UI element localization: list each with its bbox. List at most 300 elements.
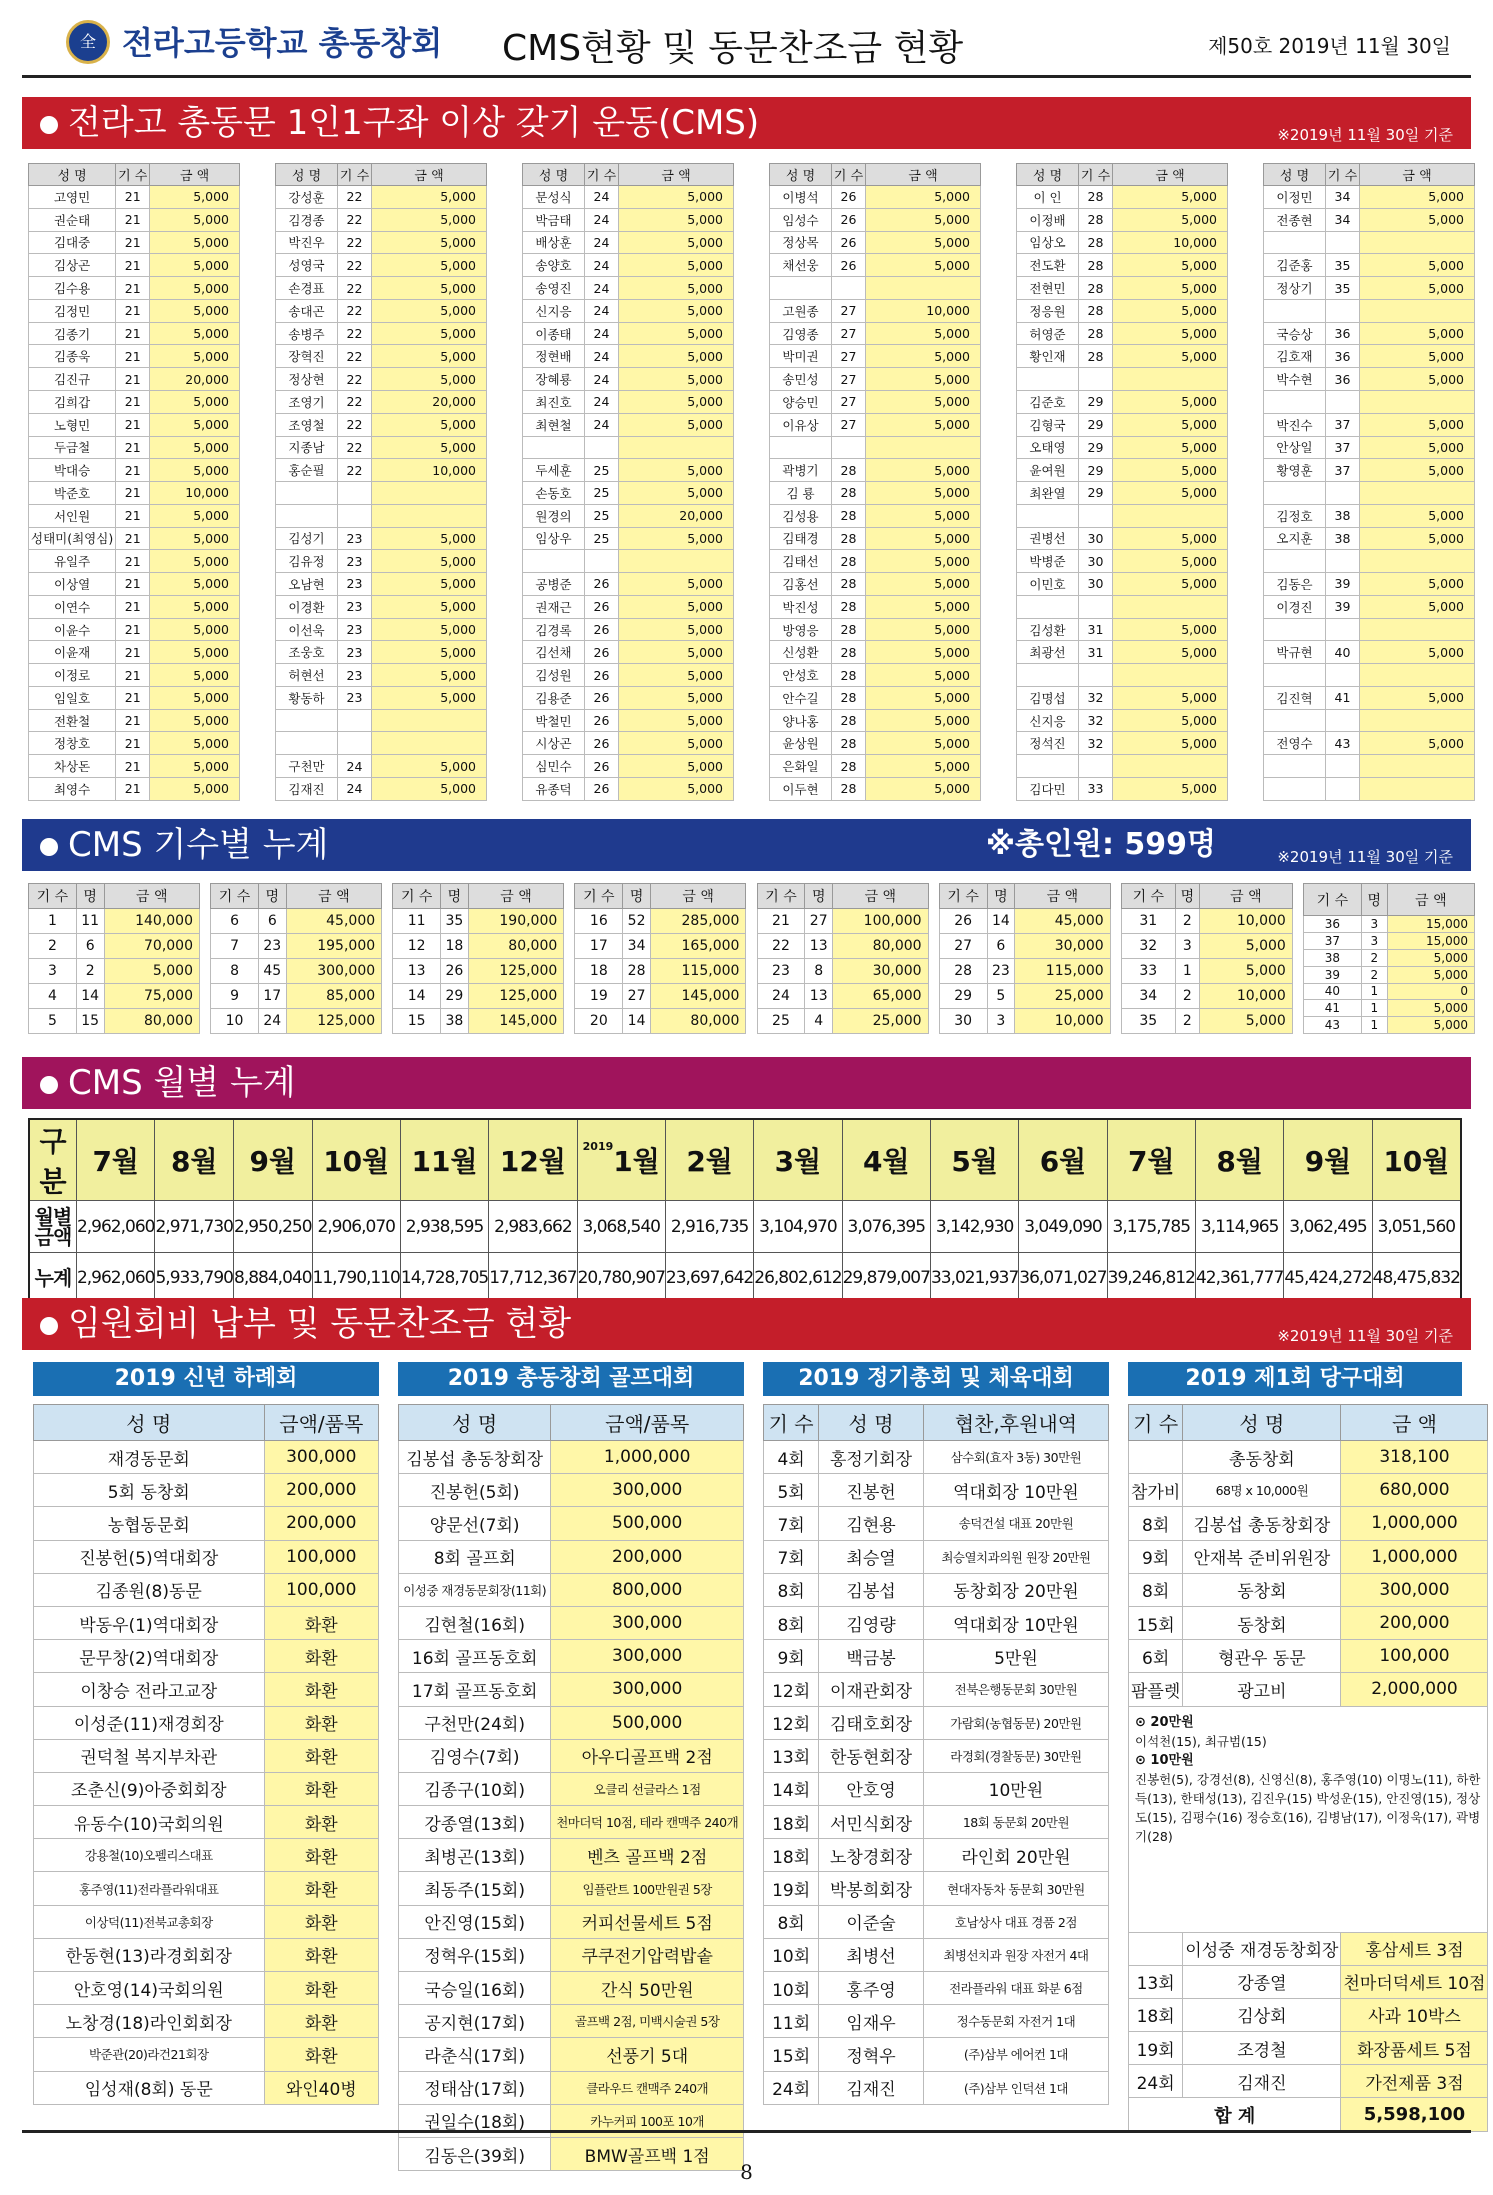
cell: 홍주영 xyxy=(819,1972,924,2005)
table-row xyxy=(757,1009,928,1034)
member-amount: 5,000 xyxy=(150,550,240,573)
notes-heading-2: ⊙ 10만원 xyxy=(1135,1752,1194,1768)
table-row xyxy=(393,934,564,959)
member-class: 28 xyxy=(832,527,866,550)
member-class: 21 xyxy=(116,482,150,505)
member-class: 39 xyxy=(1326,573,1360,596)
table-row xyxy=(770,345,981,368)
month-label: 5월 xyxy=(951,1145,998,1178)
cell: 100,000 xyxy=(264,1573,378,1606)
table-row xyxy=(29,208,240,231)
member-class xyxy=(1079,368,1113,391)
member-class: 26 xyxy=(585,595,619,618)
column-header: 기 수 xyxy=(393,884,441,909)
member-name xyxy=(1264,231,1326,254)
table-row xyxy=(764,1839,1109,1872)
member-name: 윤상원 xyxy=(770,732,832,755)
class-amount: 115,000 xyxy=(650,959,746,984)
table-row xyxy=(523,277,734,300)
table-row xyxy=(523,345,734,368)
table-row xyxy=(399,1507,744,1540)
member-class: 21 xyxy=(116,231,150,254)
table-row xyxy=(211,934,382,959)
member-amount: 5,000 xyxy=(866,755,981,778)
member-class: 21 xyxy=(116,550,150,573)
member-class: 23 xyxy=(338,595,372,618)
column-header: 성 명 xyxy=(399,1405,551,1441)
cell: 서민식회장 xyxy=(819,1806,924,1839)
member-amount xyxy=(619,550,734,573)
member-name xyxy=(1264,709,1326,732)
member-class xyxy=(338,482,372,505)
cell: 카누커피 100포 10개 xyxy=(551,2104,744,2137)
column-header: 금 액 xyxy=(372,164,487,186)
member-amount: 5,000 xyxy=(619,777,734,800)
table-row xyxy=(770,527,981,550)
member-amount: 5,000 xyxy=(1113,777,1228,800)
column-header: 명 xyxy=(441,884,469,909)
cumulative-total: 23,697,642 xyxy=(665,1253,753,1305)
member-amount: 5,000 xyxy=(372,550,487,573)
member-name: 안성호 xyxy=(770,664,832,687)
section-donation-bar xyxy=(22,1298,1471,1350)
month-label: 7월 xyxy=(1128,1145,1175,1178)
member-class: 21 xyxy=(116,709,150,732)
member-amount: 5,000 xyxy=(1113,618,1228,641)
member-class: 29 xyxy=(1079,436,1113,459)
member-amount: 5,000 xyxy=(372,208,487,231)
cumulative-total: 17,712,367 xyxy=(489,1253,577,1305)
member-class: 36 xyxy=(1326,322,1360,345)
cell: 정태삼(17회) xyxy=(399,2071,551,2104)
class-number: 7 xyxy=(211,934,259,959)
column-header: 명 xyxy=(258,884,286,909)
table-row xyxy=(29,322,240,345)
table-row xyxy=(29,345,240,368)
class-number: 40 xyxy=(1303,983,1361,1000)
table-row xyxy=(1129,1474,1488,1507)
table-row xyxy=(523,709,734,732)
cell: 5회 동창회 xyxy=(34,1474,265,1507)
table-row xyxy=(764,1806,1109,1839)
member-amount: 20,000 xyxy=(372,390,487,413)
column-header: 성 명 xyxy=(1017,164,1079,186)
member-name: 박수현 xyxy=(1264,368,1326,391)
month-header xyxy=(155,1119,234,1201)
member-name: 조웅호 xyxy=(276,641,338,664)
cell: 김상회 xyxy=(1183,1998,1341,2031)
column-header: 금 액 xyxy=(1199,884,1292,909)
table-row xyxy=(1129,1573,1488,1606)
member-amount: 20,000 xyxy=(150,368,240,391)
member-name xyxy=(1264,664,1326,687)
member-name xyxy=(1017,755,1079,778)
member-class: 22 xyxy=(338,277,372,300)
member-class: 29 xyxy=(1079,413,1113,436)
member-count: 14 xyxy=(987,909,1015,934)
table-row xyxy=(1121,984,1292,1009)
header-row xyxy=(1017,164,1228,186)
table-row xyxy=(34,1905,379,1938)
member-class: 24 xyxy=(585,390,619,413)
member-name: 권재근 xyxy=(523,595,585,618)
member-name xyxy=(276,504,338,527)
table-row xyxy=(29,413,240,436)
member-amount: 5,000 xyxy=(1113,436,1228,459)
table-row xyxy=(1264,709,1475,732)
cell xyxy=(1129,1441,1183,1474)
member-class: 29 xyxy=(1079,390,1113,413)
cell: 이성중 재경동창회장 xyxy=(1183,1932,1341,1965)
table-row xyxy=(1017,459,1228,482)
column-header: 금 액 xyxy=(1015,884,1111,909)
table-row xyxy=(1017,732,1228,755)
table-row xyxy=(1129,1965,1488,1998)
class-amount: 190,000 xyxy=(468,909,564,934)
table-row xyxy=(1129,1540,1488,1573)
member-amount: 5,000 xyxy=(150,595,240,618)
cell: 현대자동차 동문회 30만원 xyxy=(923,1872,1108,1905)
member-amount: 10,000 xyxy=(150,482,240,505)
member-amount: 5,000 xyxy=(866,595,981,618)
member-name xyxy=(1264,777,1326,800)
member-name: 이유상 xyxy=(770,413,832,436)
class-amount: 285,000 xyxy=(650,909,746,934)
table-row xyxy=(1017,254,1228,277)
member-name: 차상돈 xyxy=(29,755,116,778)
table-row xyxy=(770,777,981,800)
member-name: 김정민 xyxy=(29,299,116,322)
class-amount: 5,000 xyxy=(1199,959,1292,984)
column-header: 기 수 xyxy=(585,164,619,186)
cell: 라춘식(17회) xyxy=(399,2038,551,2071)
class-amount: 80,000 xyxy=(650,1009,746,1034)
table-row xyxy=(1121,934,1292,959)
section-cumulative-bar xyxy=(22,819,1471,871)
member-name: 김준홍 xyxy=(1264,254,1326,277)
member-name: 구천만 xyxy=(276,755,338,778)
table-row xyxy=(399,1905,744,1938)
cell: 오클리 선글라스 1점 xyxy=(551,1772,744,1805)
cell: 임성재(8회) 동문 xyxy=(34,2071,265,2104)
class-amount: 5,000 xyxy=(1199,934,1292,959)
month-label: 6월 xyxy=(1039,1145,1087,1178)
member-name: 박미권 xyxy=(770,345,832,368)
table-row xyxy=(276,436,487,459)
cell: 13회 xyxy=(1129,1965,1183,1998)
table-row xyxy=(523,368,734,391)
member-name xyxy=(276,709,338,732)
cell: 동창회 xyxy=(1183,1606,1341,1639)
member-class: 21 xyxy=(116,322,150,345)
class-amount: 300,000 xyxy=(286,959,382,984)
table-row xyxy=(1264,231,1475,254)
cell: 임플란트 100만원권 5장 xyxy=(551,1872,744,1905)
cell: BMW골프백 1점 xyxy=(551,2137,744,2170)
cell: 18회 xyxy=(1129,1998,1183,2031)
cell: 화장품세트 5점 xyxy=(1341,2032,1488,2065)
member-class: 34 xyxy=(1326,186,1360,209)
column-header: 명 xyxy=(76,884,104,909)
member-class xyxy=(1326,231,1360,254)
school-name: 전라고등학교 총동창회 xyxy=(122,24,443,62)
cumulative-total: 36,071,027 xyxy=(1019,1253,1107,1305)
cell: 역대회장 10만원 xyxy=(923,1606,1108,1639)
table-row xyxy=(29,959,200,984)
table-row xyxy=(393,959,564,984)
member-name: 송병주 xyxy=(276,322,338,345)
member-count: 3 xyxy=(1361,933,1387,950)
month-label: 8월 xyxy=(170,1145,218,1178)
month-label: 8월 xyxy=(1216,1145,1263,1178)
member-class xyxy=(832,436,866,459)
cell: 정혁우 xyxy=(819,2038,924,2071)
member-name: 송영진 xyxy=(523,277,585,300)
header-row xyxy=(1303,884,1474,916)
member-name: 김용준 xyxy=(523,686,585,709)
member-name: 이윤수 xyxy=(29,618,116,641)
table-row xyxy=(29,299,240,322)
table-row xyxy=(1264,482,1475,505)
table-row xyxy=(399,1640,744,1673)
table-row xyxy=(770,573,981,596)
cell: (주)삼부 인덕션 1대 xyxy=(923,2071,1108,2104)
table-row xyxy=(1121,959,1292,984)
member-name: 김진혁 xyxy=(1264,686,1326,709)
table-row xyxy=(1129,2032,1488,2065)
column-header: 기 수 xyxy=(29,884,77,909)
table-row xyxy=(757,984,928,1009)
member-amount: 5,000 xyxy=(866,709,981,732)
member-class xyxy=(1326,482,1360,505)
member-amount: 5,000 xyxy=(619,208,734,231)
table-row xyxy=(1017,345,1228,368)
class-number: 13 xyxy=(393,959,441,984)
table-row xyxy=(1017,709,1228,732)
member-count: 2 xyxy=(1361,966,1387,983)
member-class: 30 xyxy=(1079,550,1113,573)
cell: 15회 xyxy=(1129,1606,1183,1639)
member-class: 28 xyxy=(1079,322,1113,345)
table-row xyxy=(1017,186,1228,209)
cell: 8회 xyxy=(764,1606,819,1639)
member-name: 박대승 xyxy=(29,459,116,482)
member-name: 김재진 xyxy=(276,777,338,800)
member-class xyxy=(1326,709,1360,732)
member-class: 21 xyxy=(116,459,150,482)
member-amount: 5,000 xyxy=(1360,277,1475,300)
member-count: 3 xyxy=(1361,916,1387,933)
member-amount: 5,000 xyxy=(372,299,487,322)
table-row xyxy=(29,686,240,709)
member-name: 장혜룡 xyxy=(523,368,585,391)
table-row xyxy=(276,664,487,687)
member-amount: 5,000 xyxy=(1113,550,1228,573)
member-amount: 5,000 xyxy=(1113,709,1228,732)
member-amount: 5,000 xyxy=(1113,573,1228,596)
member-amount: 5,000 xyxy=(1113,208,1228,231)
cell: 김봉섭 총동창회장 xyxy=(399,1441,551,1474)
class-amount: 125,000 xyxy=(468,984,564,1009)
member-class: 21 xyxy=(116,436,150,459)
member-amount: 5,000 xyxy=(1113,254,1228,277)
cell: 김재진 xyxy=(1183,2065,1341,2098)
cell: 문무창(2)역대회장 xyxy=(34,1640,265,1673)
member-class: 26 xyxy=(832,231,866,254)
member-count: 3 xyxy=(987,1009,1015,1034)
cell: 19회 xyxy=(764,1872,819,1905)
table-row xyxy=(764,1938,1109,1971)
table-row xyxy=(1264,413,1475,436)
cell: 가전제품 3점 xyxy=(1341,2065,1488,2098)
member-name: 노형민 xyxy=(29,413,116,436)
table-row xyxy=(1264,504,1475,527)
member-amount: 5,000 xyxy=(372,755,487,778)
member-amount: 5,000 xyxy=(150,755,240,778)
member-amount: 5,000 xyxy=(619,709,734,732)
table-row xyxy=(764,2005,1109,2038)
member-name: 김다민 xyxy=(1017,777,1079,800)
cell: 8회 골프회 xyxy=(399,1540,551,1573)
member-class: 26 xyxy=(832,254,866,277)
member-amount: 5,000 xyxy=(619,390,734,413)
member-amount xyxy=(1113,504,1228,527)
table-row xyxy=(764,1606,1109,1639)
table-row xyxy=(276,550,487,573)
table-row xyxy=(29,984,200,1009)
member-amount: 5,000 xyxy=(372,368,487,391)
table-row xyxy=(523,186,734,209)
table-row xyxy=(764,2038,1109,2071)
column-header: 기 수 xyxy=(939,884,987,909)
member-class: 28 xyxy=(832,595,866,618)
cumulative-table-3 xyxy=(392,883,564,1034)
class-amount: 80,000 xyxy=(104,1009,200,1034)
member-name: 최완열 xyxy=(1017,482,1079,505)
cms-table-2 xyxy=(275,163,487,801)
cell: 화환 xyxy=(264,2038,378,2071)
member-name xyxy=(276,732,338,755)
cell: 박동우(1)역대회장 xyxy=(34,1606,265,1639)
member-class: 23 xyxy=(338,527,372,550)
cell: 조춘신(9)아중회회장 xyxy=(34,1772,265,1805)
class-number: 28 xyxy=(939,959,987,984)
cell: 김영량 xyxy=(819,1606,924,1639)
class-number: 5 xyxy=(29,1009,77,1034)
cms-table-3 xyxy=(522,163,734,801)
member-class: 23 xyxy=(338,550,372,573)
table-row xyxy=(399,1739,744,1772)
member-amount: 5,000 xyxy=(150,436,240,459)
member-name: 고원종 xyxy=(770,299,832,322)
member-name: 박규현 xyxy=(1264,641,1326,664)
member-count: 2 xyxy=(76,959,104,984)
class-number: 6 xyxy=(211,909,259,934)
header-row xyxy=(575,884,746,909)
member-class: 32 xyxy=(1079,709,1113,732)
column-header: 금 액 xyxy=(286,884,382,909)
table-row xyxy=(770,254,981,277)
member-name: 김영종 xyxy=(770,322,832,345)
table-row xyxy=(34,1507,379,1540)
table-row xyxy=(1264,459,1475,482)
table-row xyxy=(399,2038,744,2071)
class-amount: 165,000 xyxy=(650,934,746,959)
member-class: 22 xyxy=(338,459,372,482)
member-class: 24 xyxy=(585,231,619,254)
table-row xyxy=(523,459,734,482)
member-name: 김종욱 xyxy=(29,345,116,368)
member-name: 강성훈 xyxy=(276,186,338,209)
cell: 골프백 2점, 미백시술권 5장 xyxy=(551,2005,744,2038)
table-row xyxy=(764,1772,1109,1805)
member-count: 13 xyxy=(805,984,833,1009)
member-class: 24 xyxy=(585,186,619,209)
table-row xyxy=(393,1009,564,1034)
cell: 조경철 xyxy=(1183,2032,1341,2065)
table-row xyxy=(276,641,487,664)
member-name: 김정호 xyxy=(1264,504,1326,527)
cell: 진봉헌(5회) xyxy=(399,1474,551,1507)
table-row xyxy=(523,732,734,755)
member-amount: 5,000 xyxy=(1113,482,1228,505)
member-name: 권순태 xyxy=(29,208,116,231)
cell: 김현용 xyxy=(819,1507,924,1540)
member-class: 32 xyxy=(1079,732,1113,755)
golf-table xyxy=(398,1404,744,2171)
member-class: 28 xyxy=(832,550,866,573)
table-row xyxy=(1129,1640,1488,1673)
table-row xyxy=(34,1938,379,1971)
cell: 5만원 xyxy=(923,1640,1108,1673)
cell: 호남상사 대표 경품 2점 xyxy=(923,1905,1108,1938)
class-amount: 145,000 xyxy=(650,984,746,1009)
member-class: 22 xyxy=(338,436,372,459)
table-row xyxy=(764,1540,1109,1573)
table-row xyxy=(1017,504,1228,527)
member-amount: 5,000 xyxy=(1360,413,1475,436)
member-amount: 5,000 xyxy=(619,664,734,687)
header-row xyxy=(1264,164,1475,186)
table-row xyxy=(211,984,382,1009)
class-amount: 5,000 xyxy=(1387,1000,1474,1017)
page-number: 8 xyxy=(740,2160,753,2184)
member-name: 이경진 xyxy=(1264,595,1326,618)
member-count: 28 xyxy=(623,959,651,984)
table-row xyxy=(276,208,487,231)
monthly-amount: 3,142,930 xyxy=(930,1201,1018,1253)
monthly-amount: 2,950,250 xyxy=(234,1201,313,1253)
class-number: 15 xyxy=(393,1009,441,1034)
notes-row xyxy=(1129,1706,1488,1932)
member-name xyxy=(1264,390,1326,413)
member-class: 26 xyxy=(585,641,619,664)
member-name: 김 룡 xyxy=(770,482,832,505)
table-row xyxy=(1129,1673,1488,1706)
cell: 10회 xyxy=(764,1938,819,1971)
cell: 화환 xyxy=(264,1739,378,1772)
column-header: 금 액 xyxy=(833,884,929,909)
member-name: 안수길 xyxy=(770,686,832,709)
class-number: 2 xyxy=(29,934,77,959)
table-row xyxy=(770,368,981,391)
cumulative-table-6 xyxy=(939,883,1111,1034)
month-label: 3월 xyxy=(774,1145,822,1178)
class-amount: 115,000 xyxy=(1015,959,1111,984)
member-count: 26 xyxy=(441,959,469,984)
table-row xyxy=(1017,664,1228,687)
member-name: 김선채 xyxy=(523,641,585,664)
